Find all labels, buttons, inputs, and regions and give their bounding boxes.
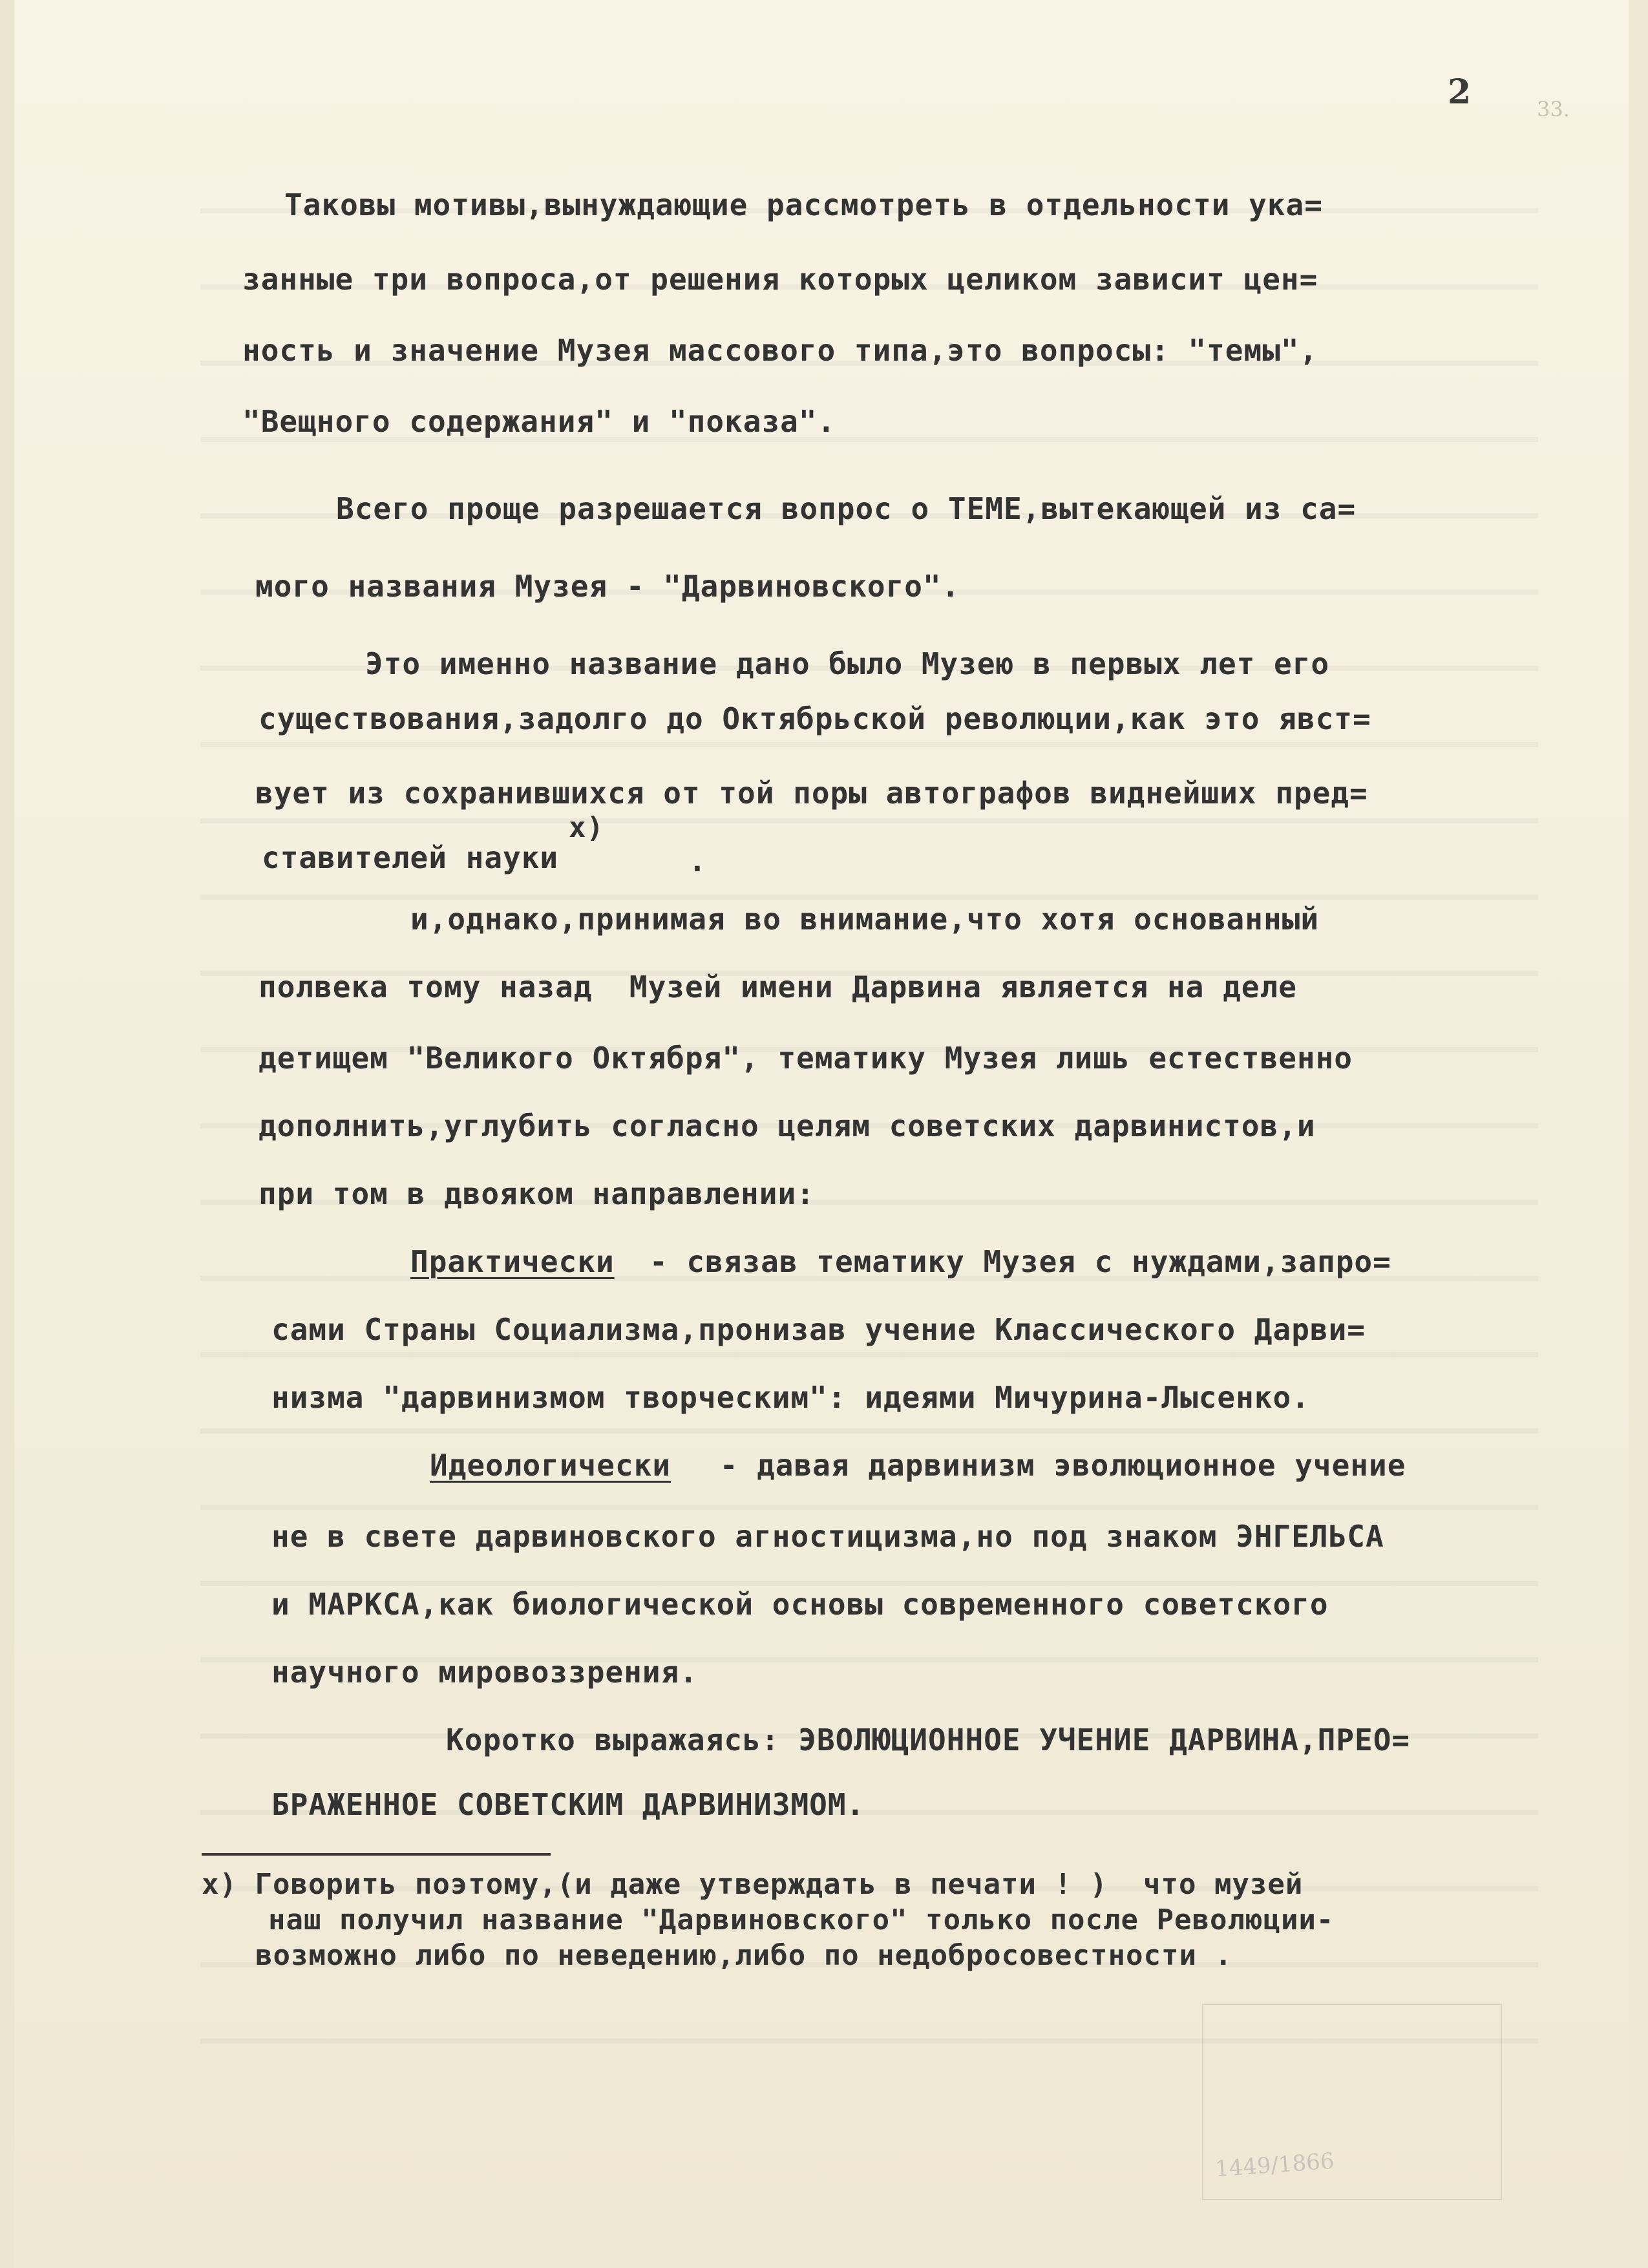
text-line: "Вещного содержания" и "показа".: [242, 404, 836, 439]
text-line: при том в двояком направлении:: [259, 1176, 815, 1211]
text-line: сами Страны Социализма,пронизав учение Классического Дарви=: [271, 1312, 1366, 1347]
text-line: научного мировоззрения.: [271, 1655, 698, 1690]
text-line-underlined: Практически: [410, 1244, 615, 1279]
text-line: низма "дарвинизмом творческим": идеями Мичурина-Лысенко.: [271, 1380, 1310, 1415]
footnote-line: возможно либо по неведению,либо по недобросовестности .: [255, 1939, 1232, 1972]
footnote-line: наш получил название "Дарвиновского" только после Революции-: [268, 1903, 1335, 1936]
text-line: - связав тематику Музея с нуждами,запро=: [650, 1244, 1391, 1279]
text-line: вует из сохранившихся от той поры автографов виднейших пред=: [255, 776, 1368, 811]
text-line: ность и значение Музея массового типа,это вопросы: "темы",: [242, 333, 1318, 368]
text-line: и,однако,принимая во внимание,что хотя основанный: [410, 902, 1320, 937]
text-line: Это именно название дано было Музею в первых лет его: [365, 646, 1330, 681]
paper-edge-left: [0, 0, 14, 2268]
footnote-marker: x): [569, 811, 604, 844]
text-line: занные три вопроса,от решения которых целиком зависит цен=: [242, 262, 1318, 297]
text-line: не в свете дарвиновского агностицизма,но под знаком ЭНГЕЛЬСА: [271, 1519, 1384, 1554]
text-line: мого названия Музея - "Дарвиновского".: [255, 569, 960, 604]
archive-inventory-number: 1449/1866: [1214, 2148, 1335, 2183]
text-line-underlined: Идеологически: [430, 1448, 671, 1483]
text-line: ставителей науки: [262, 840, 559, 875]
text-line: Коротко выражаясь: ЭВОЛЮЦИОННОЕ УЧЕНИЕ ДАРВИНА,ПРЕО=: [446, 1722, 1411, 1757]
text-line: БРАЖЕННОЕ СОВЕТСКИМ ДАРВИНИЗМОМ.: [271, 1787, 865, 1822]
text-line: .: [688, 843, 707, 878]
footnote-divider: [202, 1853, 551, 1856]
corner-mark: 33.: [1537, 97, 1570, 122]
page-number: 2: [1448, 72, 1472, 112]
text-line: Всего проще разрешается вопрос о ТЕМЕ,вытекающей из са=: [336, 491, 1357, 526]
footnote-line: x) Говорить поэтому,(и даже утверждать в печати ! ) что музей: [202, 1868, 1304, 1901]
text-line: дополнить,углубить согласно целям советских дарвинистов,и: [259, 1108, 1316, 1143]
text-line: и МАРКСА,как биологической основы современного советского: [271, 1587, 1329, 1622]
text-line: - давая дарвинизм эволюционное учение: [701, 1448, 1406, 1483]
paper-edge-right: [1629, 0, 1648, 2268]
text-line: детищем "Великого Октября", тематику Музея лишь естественно: [259, 1041, 1353, 1076]
text-line: существования,задолго до Октябрьской революции,как это явст=: [259, 701, 1371, 736]
text-line: полвека тому назад Музей имени Дарвина является на деле: [259, 970, 1297, 1004]
text-line: Таковы мотивы,вынуждающие рассмотреть в отдельности ука=: [284, 187, 1323, 222]
